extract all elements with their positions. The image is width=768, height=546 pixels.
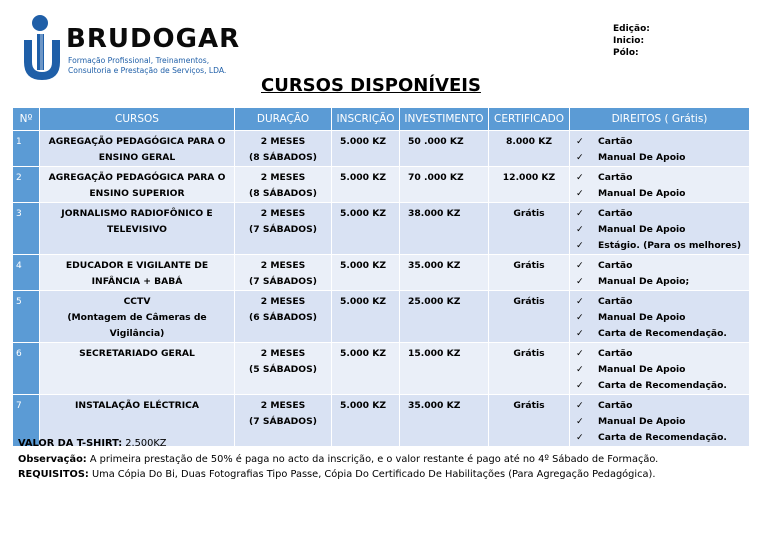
duration-saturdays: (7 SÁBADOS)	[249, 276, 317, 287]
right-label: Carta de Recomendação.	[598, 328, 727, 339]
rights-list	[572, 170, 747, 202]
edition-label: Edição:	[613, 24, 650, 34]
list-item	[572, 258, 747, 274]
course-name	[40, 255, 235, 291]
course-line: AGREGAÇÃO PEDAGÓGICA PARA O	[48, 136, 226, 147]
check-icon: ✓	[576, 400, 584, 411]
registration-fee: 5.000 KZ	[332, 395, 400, 447]
right-label: Cartão	[598, 400, 633, 411]
check-icon: ✓	[576, 208, 584, 219]
courses-table	[12, 107, 750, 447]
header-num: Nº	[13, 108, 40, 131]
duration-months: 2 MESES	[260, 400, 306, 411]
course-name	[40, 291, 235, 343]
header-registration: INSCRIÇÃO	[332, 108, 400, 131]
list-item	[572, 398, 747, 414]
investment: 25.000 KZ	[400, 291, 489, 343]
right-label: Manual De Apoio	[598, 188, 686, 199]
check-icon: ✓	[576, 260, 584, 271]
list-item	[572, 326, 747, 342]
header-certificate: CERTIFICADO	[489, 108, 570, 131]
right-label: Cartão	[598, 172, 633, 183]
page-title: CURSOS DISPONÍVEIS	[261, 75, 481, 96]
duration-months: 2 MESES	[260, 172, 306, 183]
duration	[235, 167, 332, 203]
duration-months: 2 MESES	[260, 348, 306, 359]
investment: 70 .000 KZ	[400, 167, 489, 203]
right-label: Cartão	[598, 208, 633, 219]
check-icon: ✓	[576, 276, 584, 287]
course-line: TELEVISIVO	[107, 224, 167, 235]
certificate: Grátis	[489, 255, 570, 291]
tagline-line-1: Formação Profissional, Treinamentos,	[68, 56, 210, 65]
investment: 15.000 KZ	[400, 343, 489, 395]
tshirt-note	[18, 436, 658, 452]
duration-months: 2 MESES	[260, 296, 306, 307]
duration-saturdays: (6 SÁBADOS)	[249, 312, 317, 323]
right-label: Carta de Recomendação.	[598, 432, 727, 443]
right-label: Manual De Apoio	[598, 224, 686, 235]
course-line: Vigilância)	[109, 328, 165, 339]
right-label: Cartão	[598, 348, 633, 359]
row-number: 4	[13, 255, 40, 291]
tshirt-label: VALOR DA T-SHIRT:	[18, 438, 123, 449]
check-icon: ✓	[576, 296, 584, 307]
course-line: INSTALAÇÃO ELÉCTRICA	[75, 400, 199, 411]
right-label: Manual De Apoio	[598, 416, 686, 427]
check-icon: ✓	[576, 432, 584, 443]
observation-label: Observação:	[18, 453, 87, 465]
list-item	[572, 186, 747, 202]
duration-saturdays: (8 SÁBADOS)	[249, 188, 317, 199]
right-label: Cartão	[598, 136, 633, 147]
certificate: Grátis	[489, 343, 570, 395]
company-logo	[20, 14, 250, 86]
table-row	[13, 255, 750, 291]
list-item	[572, 378, 747, 394]
tagline-line-2: Consultoria e Prestação de Serviços, LDA.	[68, 65, 227, 75]
right-label: Manual De Apoio;	[598, 276, 690, 287]
course-name	[40, 343, 235, 395]
header-investment: INVESTIMENTO	[400, 108, 489, 131]
brand-name: BRUDOGAR	[66, 24, 241, 54]
rights	[570, 343, 750, 395]
row-number: 6	[13, 343, 40, 395]
rights-list	[572, 134, 747, 166]
list-item	[572, 362, 747, 378]
duration-saturdays: (5 SÁBADOS)	[249, 364, 317, 375]
investment: 35.000 KZ	[400, 395, 489, 447]
list-item	[572, 310, 747, 326]
right-label: Carta de Recomendação.	[598, 380, 727, 391]
certificate: Grátis	[489, 203, 570, 255]
course-line: CCTV	[123, 296, 151, 307]
list-item	[572, 238, 747, 254]
check-icon: ✓	[576, 172, 584, 183]
right-label: Manual De Apoio	[598, 312, 686, 323]
duration	[235, 131, 332, 167]
right-label: Manual De Apoio	[598, 152, 686, 163]
rights-list	[572, 346, 747, 394]
certificate: Grátis	[489, 395, 570, 447]
course-line: INFÂNCIA + BABÁ	[91, 276, 183, 287]
check-icon: ✓	[576, 380, 584, 391]
row-number: 5	[13, 291, 40, 343]
requirements-text: Uma Cópia Do Bi, Duas Fotografias Tipo Passe, Cópia Do Certificado De Habilitações (Para Agregação Pedagógica).	[88, 469, 656, 480]
rights-list	[572, 294, 747, 342]
investment: 38.000 KZ	[400, 203, 489, 255]
list-item	[572, 274, 747, 290]
row-number: 2	[13, 167, 40, 203]
duration-saturdays: (8 SÁBADOS)	[249, 152, 317, 163]
check-icon: ✓	[576, 136, 584, 147]
list-item	[572, 294, 747, 310]
course-name	[40, 167, 235, 203]
list-item	[572, 222, 747, 238]
tshirt-value: 2.500KZ	[122, 438, 167, 449]
registration-fee: 5.000 KZ	[332, 255, 400, 291]
check-icon: ✓	[576, 364, 584, 375]
table-row	[13, 203, 750, 255]
course-line: JORNALISMO RADIOFÔNICO E	[61, 208, 213, 219]
duration-saturdays: (7 SÁBADOS)	[249, 224, 317, 235]
observation-note	[18, 452, 658, 468]
list-item	[572, 150, 747, 166]
requirements-label: REQUISITOS:	[18, 469, 89, 480]
rights	[570, 203, 750, 255]
course-name	[40, 203, 235, 255]
duration	[235, 343, 332, 395]
right-label: Estágio. (Para os melhores)	[598, 240, 742, 251]
rights-list	[572, 258, 747, 290]
investment: 50 .000 KZ	[400, 131, 489, 167]
row-number: 7	[13, 395, 40, 447]
check-icon: ✓	[576, 348, 584, 359]
course-line: AGREGAÇÃO PEDAGÓGICA PARA O	[48, 172, 226, 183]
rights	[570, 167, 750, 203]
course-line: ENSINO GERAL	[98, 152, 176, 163]
check-icon: ✓	[576, 312, 584, 323]
course-line: EDUCADOR E VIGILANTE DE	[65, 260, 209, 271]
rights	[570, 255, 750, 291]
list-item	[572, 346, 747, 362]
certificate: 8.000 KZ	[489, 131, 570, 167]
right-label: Manual De Apoio	[598, 364, 686, 375]
list-item	[572, 134, 747, 150]
right-label: Cartão	[598, 260, 633, 271]
investment: 35.000 KZ	[400, 255, 489, 291]
check-icon: ✓	[576, 188, 584, 199]
check-icon: ✓	[576, 328, 584, 339]
duration-months: 2 MESES	[260, 136, 306, 147]
table-row	[13, 167, 750, 203]
rights-list	[572, 206, 747, 254]
check-icon: ✓	[576, 416, 584, 427]
brand-tagline	[68, 56, 268, 75]
row-number: 3	[13, 203, 40, 255]
edition-info	[613, 23, 650, 59]
header-courses: CURSOS	[40, 108, 235, 131]
header-duration: DURAÇÃO	[235, 108, 332, 131]
check-icon: ✓	[576, 224, 584, 235]
duration-months: 2 MESES	[260, 208, 306, 219]
list-item	[572, 206, 747, 222]
registration-fee: 5.000 KZ	[332, 167, 400, 203]
certificate: 12.000 KZ	[489, 167, 570, 203]
requirements-note	[18, 467, 658, 483]
course-name	[40, 131, 235, 167]
table-header-row	[13, 108, 750, 131]
duration-months: 2 MESES	[260, 260, 306, 271]
observation-text: A primeira prestação de 50% é paga no acto da inscrição, e o valor restante é pago até no 4º Sábado de Formação.	[86, 453, 659, 465]
list-item	[572, 414, 747, 430]
start-label: Inicio:	[613, 36, 645, 46]
registration-fee: 5.000 KZ	[332, 131, 400, 167]
course-line: (Montagem de Câmeras de	[67, 312, 207, 323]
right-label: Cartão	[598, 296, 633, 307]
registration-fee: 5.000 KZ	[332, 343, 400, 395]
row-number: 1	[13, 131, 40, 167]
rights	[570, 131, 750, 167]
check-icon: ✓	[576, 240, 584, 251]
duration	[235, 203, 332, 255]
certificate: Grátis	[489, 291, 570, 343]
list-item	[572, 170, 747, 186]
header-rights: DIREITOS ( Grátis)	[570, 108, 750, 131]
duration	[235, 255, 332, 291]
pole-label: Pólo:	[613, 48, 639, 58]
registration-fee: 5.000 KZ	[332, 203, 400, 255]
footer-notes	[18, 436, 658, 483]
check-icon: ✓	[576, 152, 584, 163]
table-row	[13, 343, 750, 395]
duration-saturdays: (7 SÁBADOS)	[249, 416, 317, 427]
table-row	[13, 291, 750, 343]
table-row	[13, 131, 750, 167]
duration	[235, 291, 332, 343]
brudogar-logo-icon	[20, 14, 68, 84]
course-line: ENSINO SUPERIOR	[89, 188, 185, 199]
registration-fee: 5.000 KZ	[332, 291, 400, 343]
course-line: SECRETARIADO GERAL	[79, 348, 195, 359]
rights	[570, 291, 750, 343]
